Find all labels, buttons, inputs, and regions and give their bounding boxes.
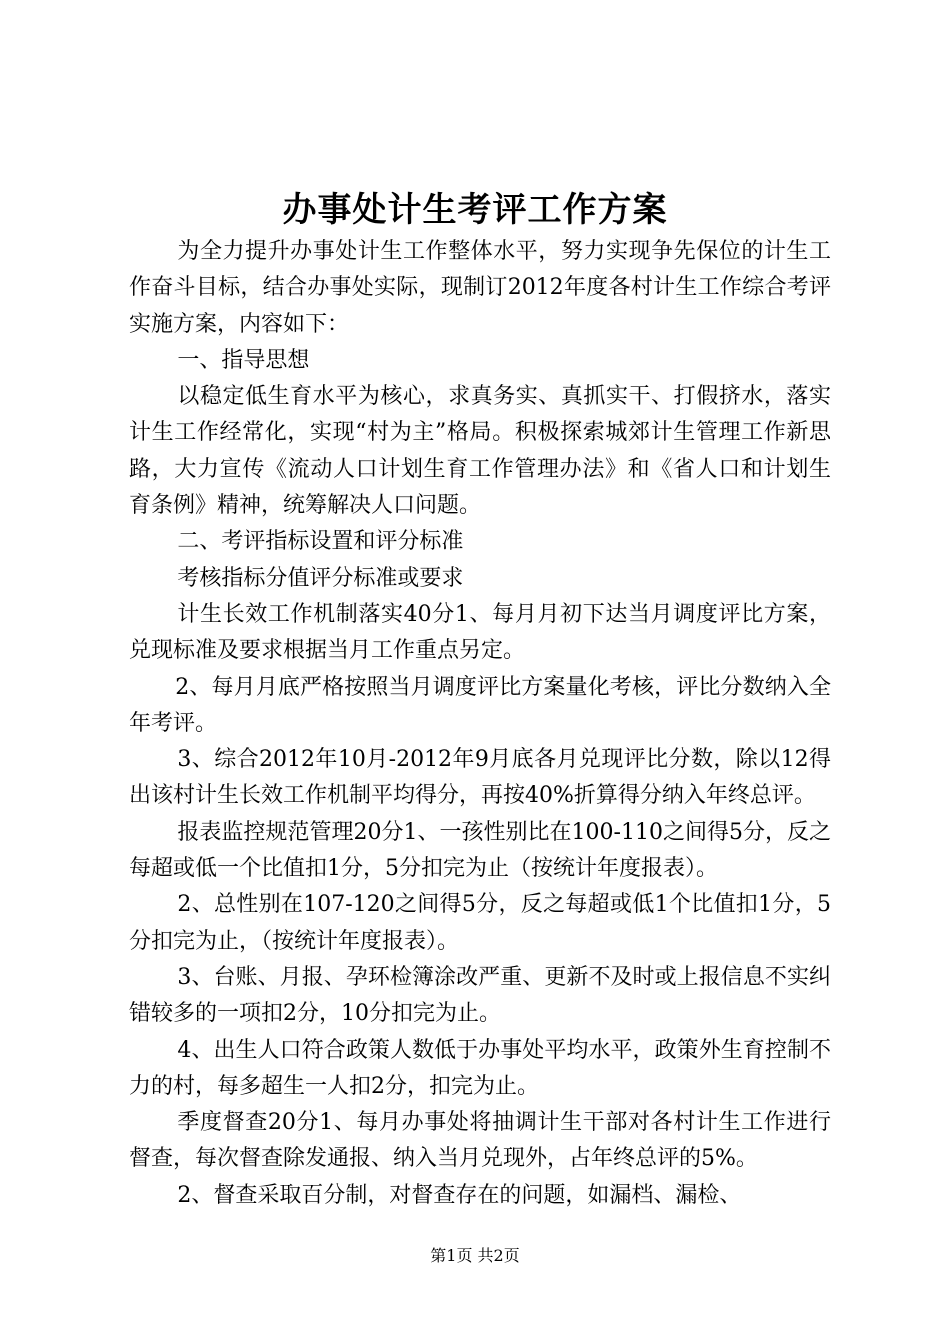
paragraph: 计生长效工作机制落实40分1、每月月初下达当月调度评比方案，兑现标准及要求根据当月工作重点另定。 <box>129 601 831 664</box>
paragraph: 2、总性别在107-120之间得5分，反之每超或低1个比值扣1分，5分扣完为止，（按统计年度报表）。 <box>129 892 831 954</box>
document-body <box>129 234 831 1214</box>
section-heading: 一、指导思想 <box>177 347 310 373</box>
paragraph: 考核指标分值评分标准或要求 <box>177 565 464 591</box>
page-footer: 第1页 共2页 <box>430 1246 520 1265</box>
paragraph: 以稳定低生育水平为核心，求真务实、真抓实干、打假挤水，落实计生工作经常化，实现“村为主”格局。积极探索城郊计生管理工作新思路，大力宣传《流动人口计划生育工作管理办法》和《省人口和计划生育条例》精神，统筹解决人口问题。 <box>129 384 831 519</box>
paragraph: 2、督查采取百分制，对督查存在的问题，如漏档、漏检、 <box>177 1182 742 1208</box>
paragraph: 报表监控规范管理20分1、一孩性别比在100-110之间得5分，反之每超或低一个比值扣1分，5分扣完为止（按统计年度报表）。 <box>129 819 831 882</box>
paragraph: 4、出生人口符合政策人数低于办事处平均水平，政策外生育控制不力的村，每多超生一人扣2分，扣完为止。 <box>129 1037 831 1099</box>
paragraph-intro: 为全力提升办事处计生工作整体水平，努力实现争先保位的计生工作奋斗目标，结合办事处实际，现制订2012年度各村计生工作综合考评实施方案，内容如下： <box>129 239 831 337</box>
section-heading: 二、考评指标设置和评分标准 <box>177 529 464 555</box>
document-title: 办事处计生考评工作方案 <box>282 190 668 230</box>
paragraph: 2、每月月底严格按照当月调度评比方案量化考核，评比分数纳入全年考评。 <box>129 674 831 736</box>
paragraph: 3、综合2012年10月-2012年9月底各月兑现评比分数，除以12得出该村计生长效工作机制平均得分，再按40%折算得分纳入年终总评。 <box>129 747 831 809</box>
paragraph: 3、台账、月报、孕环检簿涂改严重、更新不及时或上报信息不实纠错较多的一项扣2分，10分扣完为止。 <box>129 964 831 1027</box>
paragraph: 季度督查20分1、每月办事处将抽调计生干部对各村计生工作进行督查，每次督查除发通报、纳入当月兑现外，占年终总评的5%。 <box>129 1110 831 1172</box>
